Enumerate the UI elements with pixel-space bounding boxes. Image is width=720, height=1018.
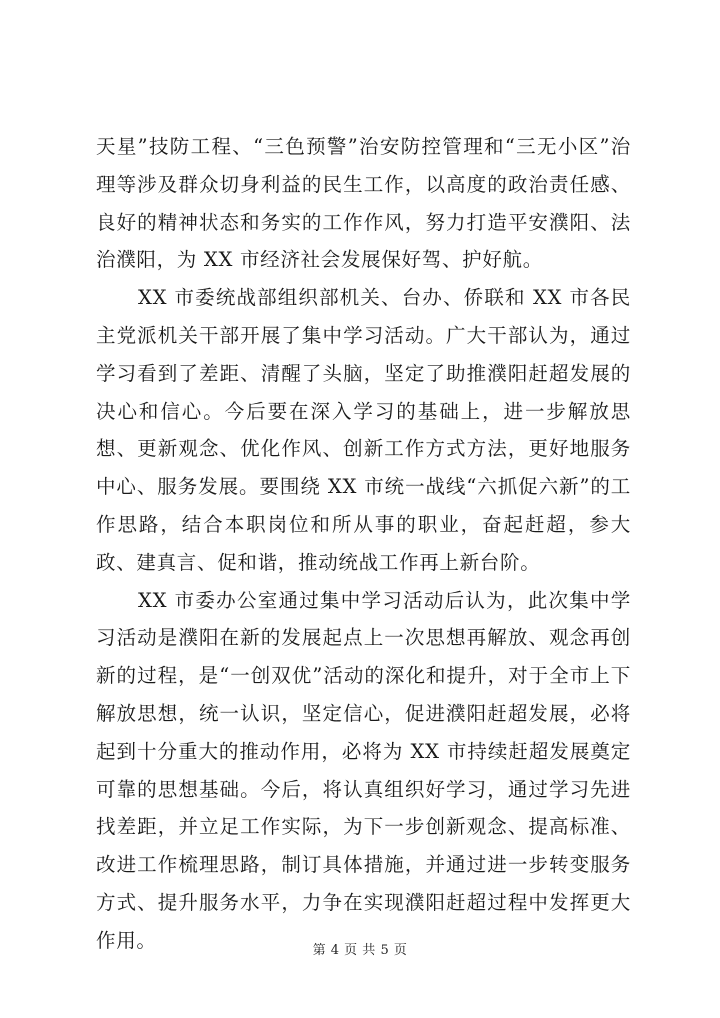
- page-footer: 第 4 页 共 5 页: [312, 943, 408, 958]
- paragraph-1: 天星”技防工程、“三色预警”治安防控管理和“三无小区”治理等涉及群众切身利益的民生工作，以高度的政治责任感、良好的精神状态和务实的工作作风，努力打造平安濮阳、法治濮阳，为 XX 市经济社会发展保好驾、护好航。: [96, 135, 631, 272]
- document-body: [96, 128, 631, 960]
- paragraph-2: XX 市委统战部组织部机关、台办、侨联和 XX 市各民主党派机关干部开展了集中学习活动。广大干部认为，通过学习看到了差距、清醒了头脑，坚定了助推濮阳赶超发展的决心和信心。今后要在深入学习的基础上，进一步解放思想、更新观念、优化作风、创新工作方式方法，更好地服务中心、服务发展。要围绕 XX 市统一战线“六抓促六新”的工作思路，结合本职岗位和所从事的职业，奋起赶超，参大政、建真言、促和谐，推动统战工作再上新台阶。: [96, 286, 631, 574]
- paragraph-3: XX 市委办公室通过集中学习活动后认为，此次集中学习活动是濮阳在新的发展起点上一次思想再解放、观念再创新的过程，是“一创双优”活动的深化和提升，对于全市上下解放思想，统一认识，坚定信心，促进濮阳赶超发展，必将起到十分重大的推动作用，必将为 XX 市持续赶超发展奠定可靠的思想基础。今后，将认真组织好学习，通过学习先进找差距，并立足工作实际，为下一步创新观念、提高标准、改进工作梳理思路，制订具体措施，并通过进一步转变服务方式、提升服务水平，力争在实现濮阳赶超过程中发挥更大作用。: [96, 588, 631, 952]
